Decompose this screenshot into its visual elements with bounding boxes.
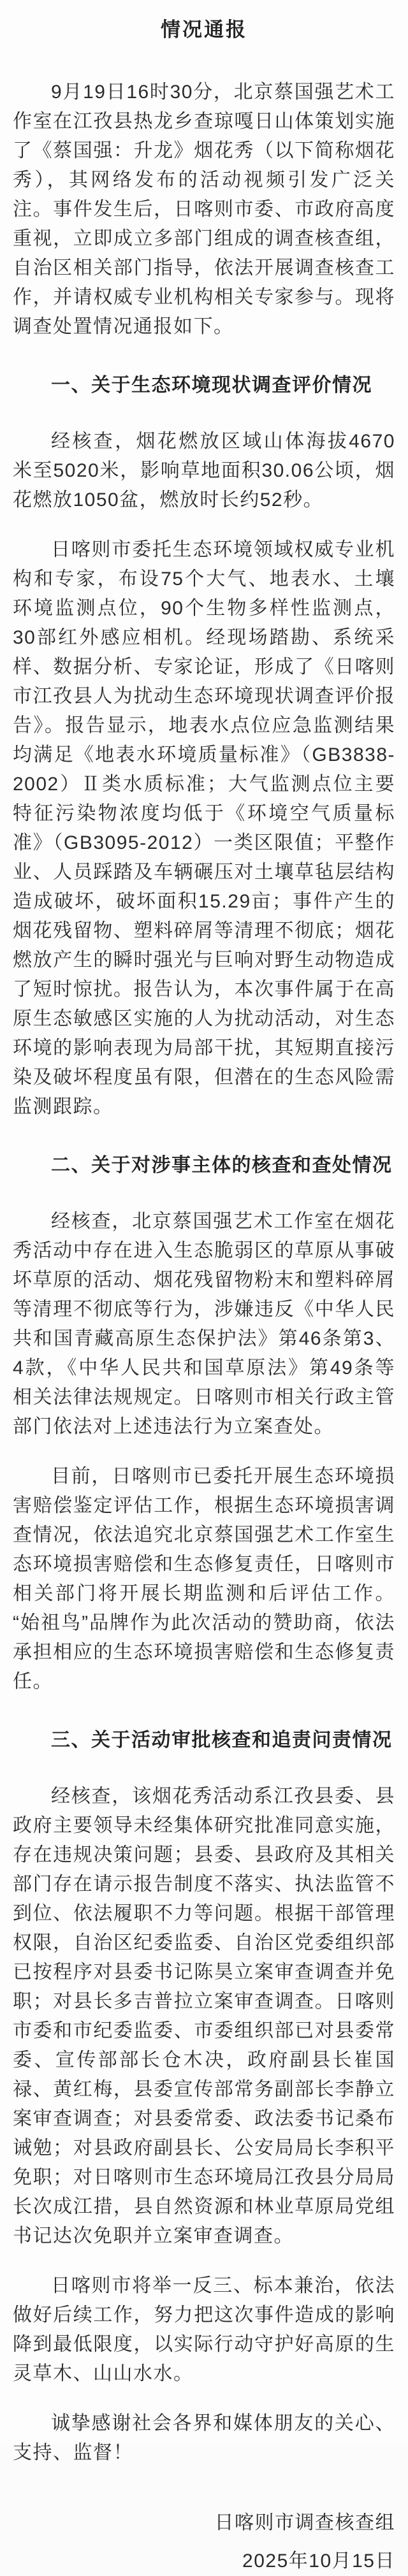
section-2-paragraph-2: 目前，日喀则市已委托开展生态环境损害赔偿鉴定评估工作，根据生态环境损害调查情况，依法追究北京蔡国强艺术工作室生态环境损害赔偿和生态修复责任，日喀则市相关部门将开展长期监测和后评估工作。“始祖鸟”品牌作为此次活动的赞助商，依法承担相应的生态环境损害赔偿和生态修复责任。: [13, 1466, 395, 1692]
section-3-heading: 三、关于活动审批核查和追责问责情况: [51, 1730, 393, 1751]
section-3-paragraph-2: 日喀则市将举一反三、标本兼治，依法做好后续工作，努力把这次事件造成的影响降到最低限度，以实际行动守护好高原的生灵草木、山山水水。: [13, 2275, 395, 2384]
section-1-paragraph-2: 日喀则市委托生态环境领域权威专业机构和专家，布设75个大气、地表水、土壤环境监测点位，90个生物多样性监测点，30部红外感应相机。经现场踏勘、系统采样、数据分析、专家论证，形成了《日喀则市江孜县人为扰动生态环境现状调查评价报告》。报告显示，地表水点位应急监测结果均满足《地表水环境质量标准》（GB3838-2002）Ⅱ类水质标准；大气监测点位主要特征污染物浓度均低于《环境空气质量标准》（GB3095-2012）一类区限值；平整作业、人员踩踏及车辆碾压对土壤草毡层结构造成破坏，破坏面积15.29亩；事件产生的烟花残留物、塑料碎屑等清理不彻底；烟花燃放产生的瞬时强光与巨响对野生动物造成了短时惊扰。报告认为，本次事件属于在高原生态敏感区实施的人为扰动活动，对生态环境的影响表现为局部干扰，其短期直接污染及破坏程度虽有限，但潜在的生态风险需监测跟踪。: [13, 539, 395, 1117]
section-2-heading: 二、关于对涉事主体的核查和查处情况: [51, 1155, 393, 1176]
date: 2025年10月15日: [242, 2551, 395, 2572]
section-1-heading: 一、关于生态环境现状调查评价情况: [51, 375, 372, 396]
section-3-paragraph-3: 诚挚感谢社会各界和媒体朋友的关心、支持、监督！: [13, 2413, 395, 2463]
section-3-paragraph-1: 经核查，该烟花秀活动系江孜县委、县政府主要领导未经集体研究批准同意实施，存在违规决策问题；县委、县政府及其相关部门存在请示报告制度不落实、执法监管不到位、依法履职不力等问题。根据干部管理权限，自治区纪委监委、自治区党委组织部已按程序对县委书记陈昊立案审查调查并免职；对县长多吉普拉立案审查调查。日喀则市委和市纪委监委、市委组织部已对县委常委、宣传部部长仓木决，政府副县长崔国禄、黄红梅，县委宣传部常务副部长李静立案审查调查；对县委常委、政法委书记桑布诫勉；对县政府副县长、公安局局长李积平免职；对日喀则市生态环境局江孜县分局局长次成江措，县自然资源和林业草原局党组书记达次免职并立案审查调查。: [13, 1786, 395, 2247]
signature: 日喀则市调查核查组: [214, 2512, 395, 2533]
document-title: 情况通报: [161, 18, 247, 41]
section-1-paragraph-1: 经核查，烟花燃放区域山体海拔4670米至5020米，影响草地面积30.06公顷，烟花燃放1050盆，燃放时长约52秒。: [13, 431, 395, 510]
intro-paragraph: 9月19日16时30分，北京蔡国强艺术工作室在江孜县热龙乡查琼嘎日山体策划实施了《蔡国强：升龙》烟花秀（以下简称烟花秀），其网络发布的活动视频引发广泛关注。事件发生后，日喀则市委、市政府高度重视，立即成立多部门组成的调查核查组，自治区相关部门指导，依法开展调查核查工作，并请权威专业机构相关专家参与。现将调查处置情况通报如下。: [13, 82, 395, 337]
section-2-paragraph-1: 经核查，北京蔡国强艺术工作室在烟花秀活动中存在进入生态脆弱区的草原从事破坏草原的活动、烟花残留物粉末和塑料碎屑等清理不彻底等行为，涉嫌违反《中华人民共和国青藏高原生态保护法》第46条第3、4款，《中华人民共和国草原法》第49条等相关法律法规规定。日喀则市相关行政主管部门依法对上述违法行为立案查处。: [13, 1211, 395, 1437]
signature-block: [13, 2508, 395, 2576]
